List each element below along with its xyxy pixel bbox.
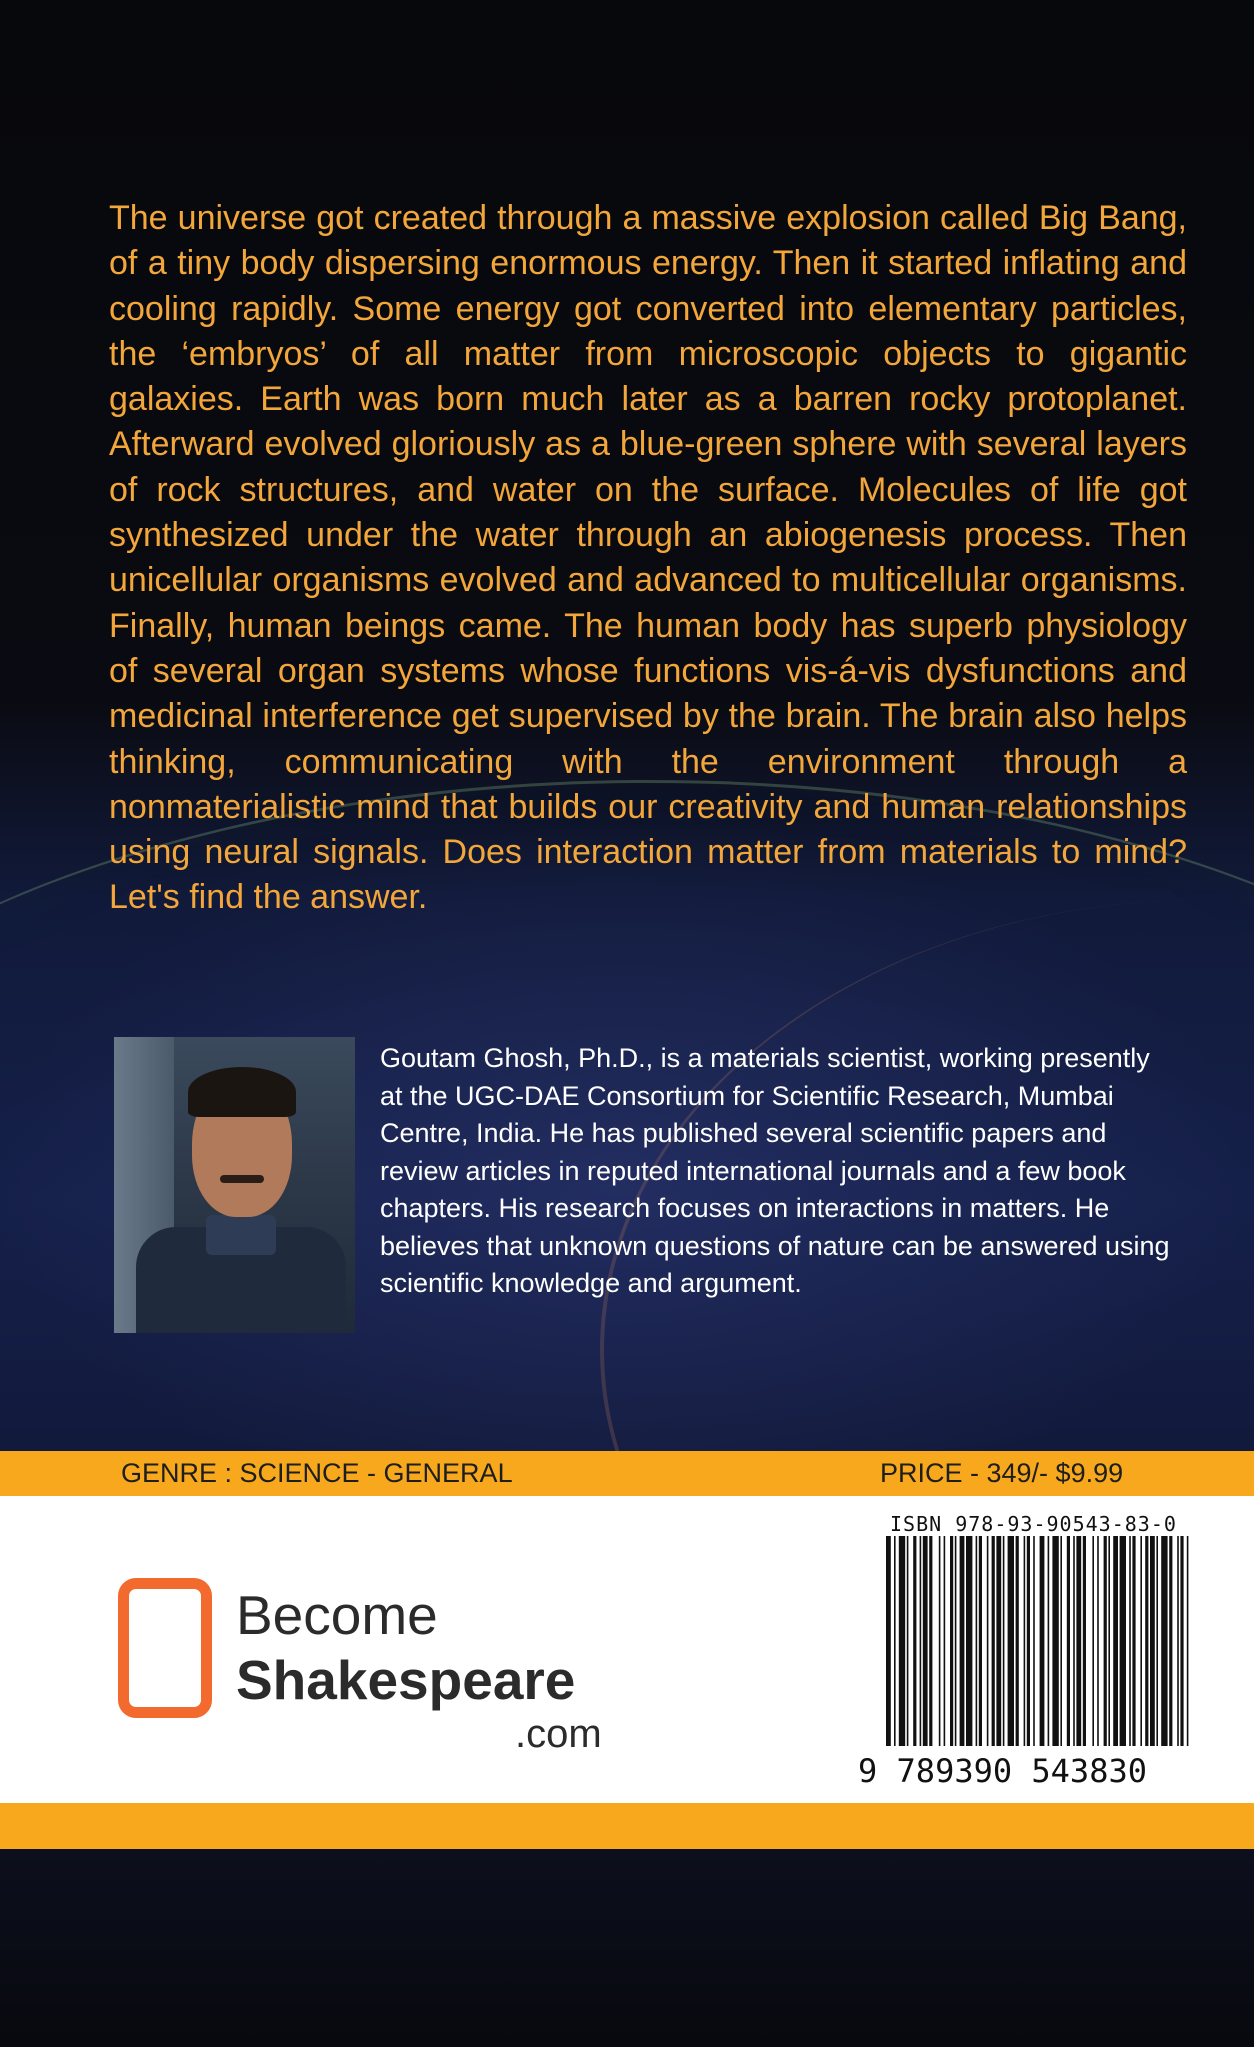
author-photo	[114, 1037, 355, 1333]
barcode-number: 9 789390 543830	[858, 1752, 1147, 1790]
price-label: PRICE - 349/- $9.99	[880, 1458, 1124, 1488]
book-blurb: The universe got created through a massive explosion called Big Bang, of a tiny body dispersing enormous energy. Then it started inflating and cooling rapidly. Some energy got converted into elementary particles, the ‘embryos’ of all matter from microscopic objects to gigantic galaxies. Earth was born much later as a barren rocky protoplanet. Afterward evolved gloriously as a blue-green sphere with several layers of rock structures, and water on the surface. Molecules of life got synthesized under the water through an abiogenesis process. Then unicellular organisms evolved and advanced to multicellular organisms. Finally, human beings came. The human body has superb physiology of several organ systems whose functions vis-á-vis dysfunctions and medicinal interference get supervised by the brain. The brain also helps thinking, communicating with the environment through a nonmaterialistic mind that builds our creativity and human relationships using neural signals. Does interaction matter from materials to mind? Let's find the answer.	[109, 199, 1187, 917]
author-bio: Goutam Ghosh, Ph.D., is a materials scientist, working presently at the UGC-DAE Consortium for Scientific Research, Mumbai Centre, India. He has published several scientific papers and review articles in reputed international journals and a few book chapters. His research focuses on interactions in matters. He believes that unknown questions of nature can be answered using scientific knowledge and argument.	[380, 1043, 1170, 1298]
photo-collar	[206, 1215, 276, 1255]
publisher-logo-line1: Become	[236, 1584, 438, 1646]
publisher-logo-line2: Shakespeare	[236, 1649, 576, 1711]
phone-outline-icon	[118, 1578, 212, 1718]
barcode-icon	[886, 1536, 1193, 1786]
genre-label: GENRE : SCIENCE - GENERAL	[121, 1458, 513, 1488]
photo-moustache	[220, 1175, 264, 1183]
bottom-band	[0, 1803, 1254, 1849]
photo-hair	[188, 1067, 296, 1117]
publisher-logo-line3: .com	[515, 1712, 602, 1756]
isbn-label: ISBN 978-93-90543-83-0	[890, 1512, 1177, 1536]
